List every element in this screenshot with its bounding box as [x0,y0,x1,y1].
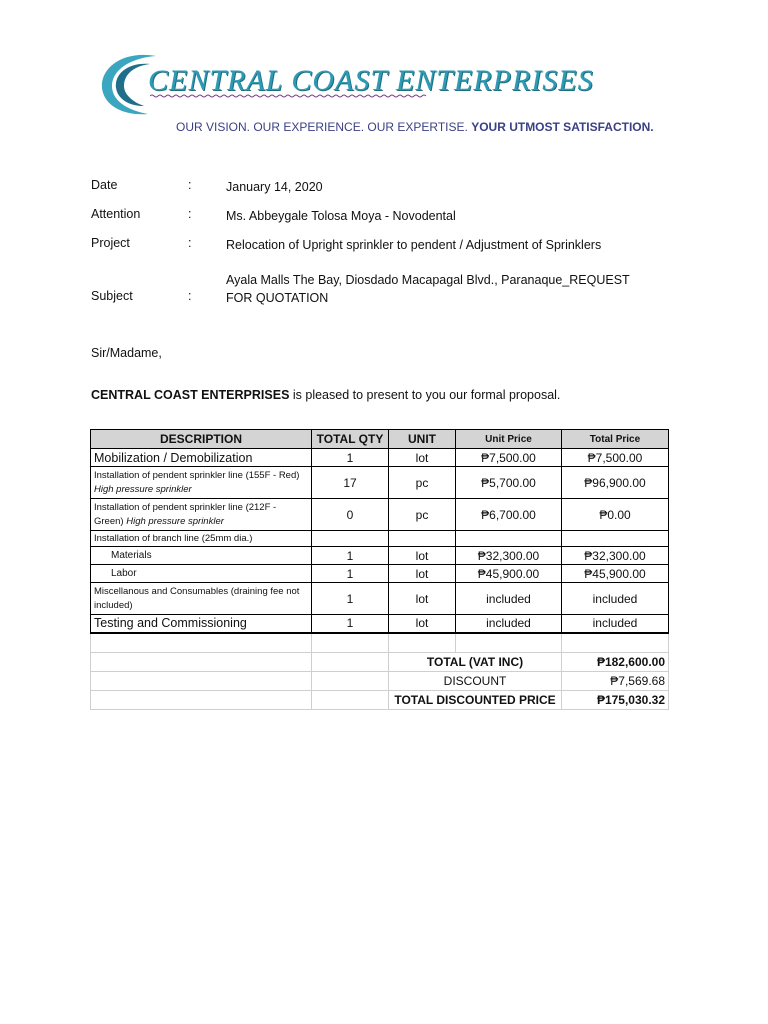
logo-title: CENTRAL COAST ENTERPRISES [148,64,594,97]
field-value: Relocation of Upright sprinkler to pendent / Adjustment of Sprinklers [226,238,602,252]
row-unit-price: ₱5,700.00 [456,467,562,499]
intro-sentence: is pleased to present to you our formal proposal. [289,388,561,402]
row-total-price: ₱96,900.00 [562,467,669,499]
row-description: Testing and Commissioning [91,615,312,633]
blank-row [91,633,669,653]
header-qty: TOTAL QTY [312,430,389,449]
wave-line-icon [150,94,428,98]
blank-cell [91,633,312,653]
field-value: Ms. Abbeygale Tolosa Moya - Novodental [226,209,456,223]
row-unit-price: included [456,583,562,615]
intro-text [91,388,560,402]
quotation-table [90,429,669,710]
header-unit-price: Unit Price [456,430,562,449]
row-qty: 1 [312,583,389,615]
summary-value: ₱182,600.00 [562,652,669,671]
field-separator: : [188,289,192,303]
row-unit-price: ₱32,300.00 [456,547,562,565]
table-header-row [91,430,669,449]
summary-row-discounted-total [91,690,669,709]
row-description: Miscellanous and Consumables (draining fee not included) [91,583,312,615]
row-total-price: included [562,583,669,615]
row-description-text: Installation of pendent sprinkler line (212F - Green) [94,501,277,527]
summary-label: TOTAL DISCOUNTED PRICE [389,690,562,709]
blank-cell [389,633,456,653]
table-row [91,565,669,583]
row-unit-price: ₱6,700.00 [456,499,562,531]
row-unit: lot [389,565,456,583]
field-value: Ayala Malls The Bay, Diosdado Macapagal Blvd., Paranaque_REQUEST FOR QUOTATION [226,273,630,305]
tagline-bold: YOUR UTMOST SATISFACTION. [471,120,654,134]
table-row [91,583,669,615]
row-description: Materials [91,547,312,565]
row-qty: 17 [312,467,389,499]
header-total-price: Total Price [562,430,669,449]
row-qty: 1 [312,565,389,583]
row-unit: lot [389,449,456,467]
field-label: Date [91,178,118,192]
row-unit-price: ₱45,900.00 [456,565,562,583]
summary-value: ₱175,030.32 [562,690,669,709]
field-label: Attention [91,207,141,221]
field-value: January 14, 2020 [226,180,323,194]
row-total-price [562,531,669,547]
row-qty: 0 [312,499,389,531]
row-unit-price: ₱7,500.00 [456,449,562,467]
row-description-text: Installation of pendent sprinkler line (155F - Red) [94,469,300,481]
blank-cell [312,633,389,653]
summary-label: TOTAL (VAT INC) [389,652,562,671]
table-row [91,449,669,467]
row-qty [312,531,389,547]
row-unit: lot [389,583,456,615]
blank-cell [456,633,562,653]
tagline-plain: OUR VISION. OUR EXPERIENCE. OUR EXPERTISE. [176,120,468,134]
row-unit: pc [389,467,456,499]
summary-value: ₱7,569.68 [562,671,669,690]
row-unit-price [456,531,562,547]
row-qty: 1 [312,547,389,565]
blank-cell [562,633,669,653]
blank-cell [312,652,389,671]
row-unit: pc [389,499,456,531]
table-row [91,531,669,547]
table-row [91,547,669,565]
row-description: Installation of branch line (25mm dia.) [91,531,312,547]
blank-cell [91,671,312,690]
row-description-italic: High pressure sprinkler [126,515,224,527]
tagline [176,120,654,134]
summary-row-discount [91,671,669,690]
row-description [91,467,312,499]
row-total-price: ₱0.00 [562,499,669,531]
row-unit: lot [389,547,456,565]
row-unit: lot [389,615,456,633]
field-separator: : [188,178,192,192]
table-row [91,499,669,531]
blank-cell [312,690,389,709]
company-logo [98,50,678,120]
blank-cell [91,690,312,709]
table-row [91,467,669,499]
field-separator: : [188,207,192,221]
header-description: DESCRIPTION [91,430,312,449]
row-description: Mobilization / Demobilization [91,449,312,467]
blank-cell [312,671,389,690]
row-total-price: ₱32,300.00 [562,547,669,565]
greeting: Sir/Madame, [91,346,162,360]
table-row [91,615,669,633]
field-label: Subject [91,289,133,303]
row-total-price: ₱7,500.00 [562,449,669,467]
row-description: Labor [91,565,312,583]
intro-company: CENTRAL COAST ENTERPRISES [91,388,290,402]
summary-row-total [91,652,669,671]
field-label: Project [91,236,130,250]
row-description [91,499,312,531]
row-unit-price: included [456,615,562,633]
blank-cell [91,652,312,671]
row-qty: 1 [312,615,389,633]
row-total-price: included [562,615,669,633]
summary-label: DISCOUNT [389,671,562,690]
row-total-price: ₱45,900.00 [562,565,669,583]
header-unit: UNIT [389,430,456,449]
row-unit [389,531,456,547]
field-separator: : [188,236,192,250]
row-description-italic: High pressure sprinkler [94,483,192,495]
row-qty: 1 [312,449,389,467]
